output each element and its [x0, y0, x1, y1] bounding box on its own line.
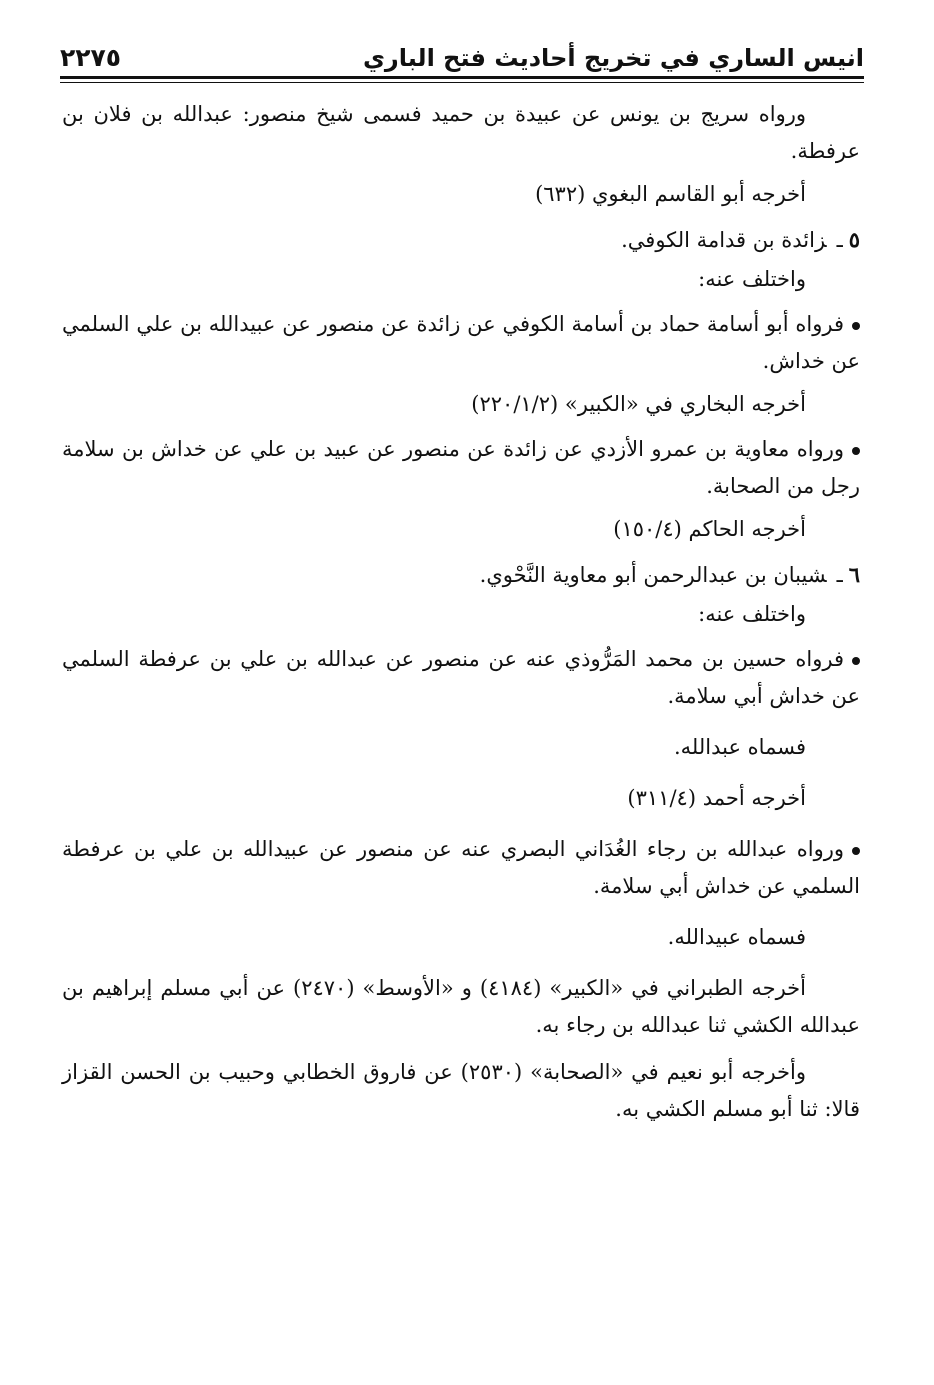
book-title: انيس الساري في تخريج أحاديث فتح الباري — [362, 44, 864, 72]
numbered-heading-text: شيبان بن عبدالرحمن أبو معاوية النَّحْوي. — [479, 563, 827, 587]
running-header — [60, 28, 864, 74]
numbered-heading — [62, 556, 860, 594]
bullet-icon — [852, 847, 860, 855]
numbered-heading — [62, 221, 860, 259]
bullet-icon — [852, 322, 860, 330]
citation-paragraph: وأخرجه أبو نعيم في «الصحابة» (٢٥٣٠) عن فاروق الخطابي وحبيب بن الحسن القزاز قالا: ثنا أبو مسلم الكشي به. — [62, 1060, 860, 1121]
citation-line: أخرجه البخاري في «الكبير» (٢٢٠/١/٢) — [471, 392, 806, 416]
citation-line: أخرجه أبو القاسم البغوي (٦٣٢) — [535, 182, 806, 206]
page-body — [62, 96, 860, 1128]
subheading: واختلف عنه: — [698, 267, 806, 291]
numbered-heading-text: زائدة بن قدامة الكوفي. — [621, 228, 827, 252]
header-rule-thick — [60, 76, 864, 79]
bullet-text: ورواه عبدالله بن رجاء الغُدَاني البصري عنه عن منصور عن عبيدالله بن علي بن عرفطة السلمي عن خداش أبي سلامة. — [62, 837, 860, 898]
citation-line: أخرجه أحمد (٣١١/٤) — [627, 786, 806, 810]
item-number: ٦ — [848, 562, 860, 587]
bullet-icon — [852, 447, 860, 455]
note-line: فسماه عبيدالله. — [667, 925, 806, 949]
item-dash: ـ — [836, 228, 843, 252]
note-line: فسماه عبدالله. — [674, 735, 806, 759]
bullet-paragraph — [62, 431, 860, 505]
bullet-icon — [852, 657, 860, 665]
header-rule-thin — [60, 82, 864, 83]
bullet-text: فرواه أبو أسامة حماد بن أسامة الكوفي عن زائدة عن منصور عن عبيدالله بن علي السلمي عن خداش. — [62, 312, 860, 373]
bullet-text: ورواه معاوية بن عمرو الأزدي عن زائدة عن منصور عن عبيد بن علي عن خداش بن سلامة رجل من الصحابة. — [62, 437, 860, 498]
paragraph: ورواه سريج بن يونس عن عبيدة بن حميد فسمى شيخ منصور: عبدالله بن فلان بن عرفطة. — [62, 102, 860, 163]
subheading: واختلف عنه: — [698, 602, 806, 626]
spacer — [62, 1044, 860, 1054]
item-number: ٥ — [848, 227, 860, 252]
bullet-paragraph — [62, 641, 860, 715]
citation-line: أخرجه الحاكم (١٥٠/٤) — [613, 517, 806, 541]
item-dash: ـ — [836, 563, 843, 587]
citation-paragraph: أخرجه الطبراني في «الكبير» (٤١٨٤) و «الأوسط» (٢٤٧٠) عن أبي مسلم إبراهيم بن عبدالله الكشي ثنا عبدالله بن رجاء به. — [62, 976, 860, 1037]
bullet-paragraph — [62, 306, 860, 380]
page-number: ٢٢٧٥ — [60, 43, 122, 72]
bullet-text: فرواه حسين بن محمد المَرُّوذي عنه عن منصور عن عبدالله بن علي بن عرفطة السلمي عن خداش أبي سلامة. — [62, 647, 860, 708]
bullet-paragraph — [62, 831, 860, 905]
